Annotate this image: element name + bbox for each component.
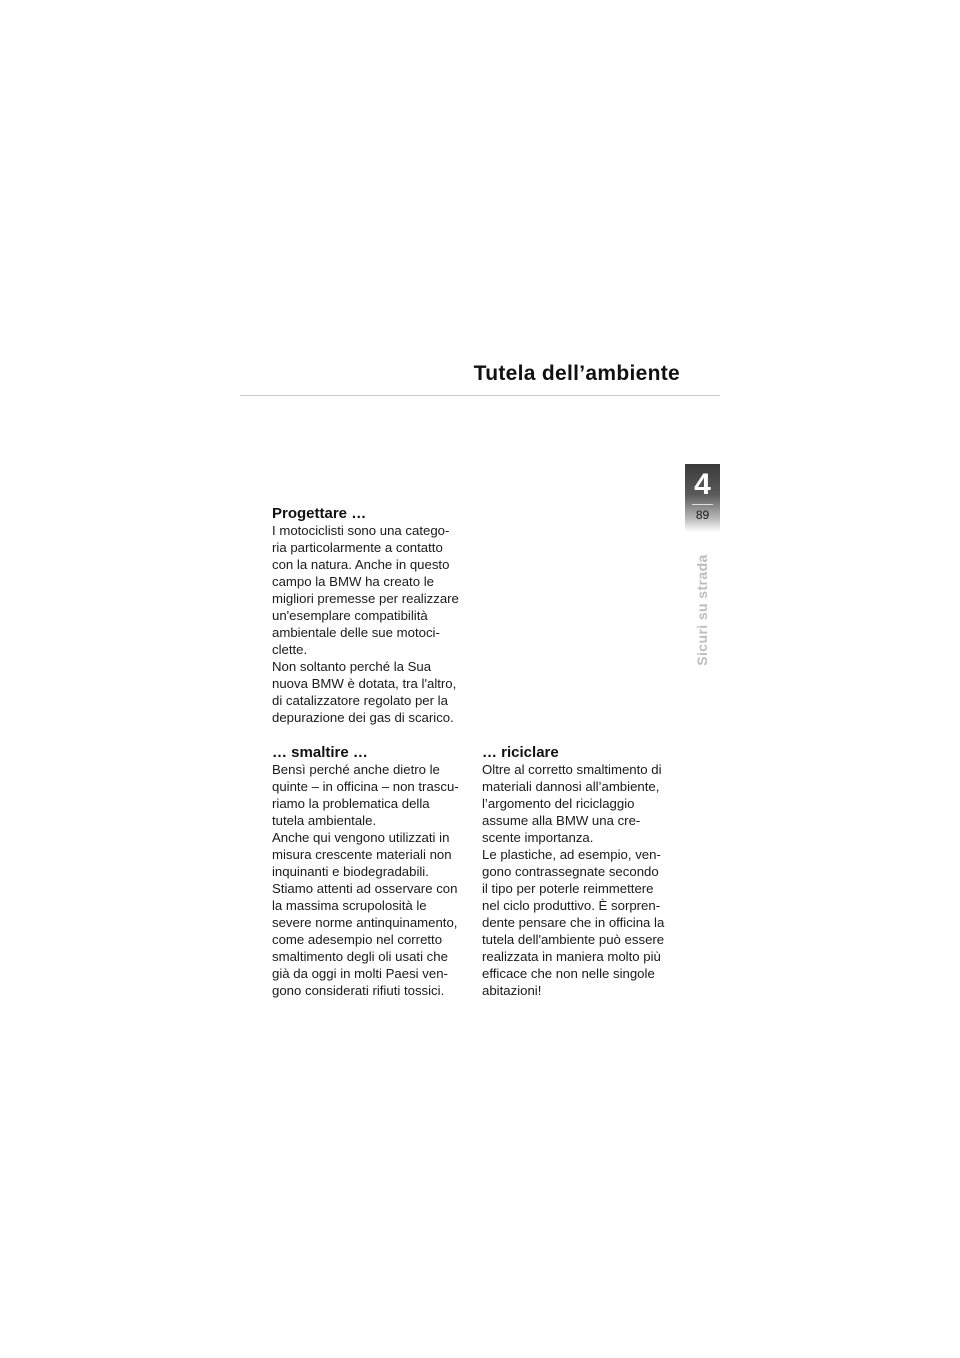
body-line: scente importanza. — [482, 830, 594, 845]
body-line: realizzata in maniera molto più — [482, 949, 661, 964]
body-line: clette. — [272, 642, 308, 657]
body-line: misura crescente materiali non — [272, 847, 452, 862]
body-line: il tipo per poterle reimmettere — [482, 881, 654, 896]
body-line: nel ciclo produttivo. È sorpren- — [482, 898, 661, 913]
body-line: l’argomento del riciclaggio — [482, 796, 635, 811]
chapter-tab — [685, 464, 720, 532]
section-smaltire — [272, 744, 478, 999]
body-line: Oltre al corretto smaltimento di — [482, 762, 662, 777]
body-line: ambientale delle sue motoci- — [272, 625, 440, 640]
body-line: Le plastiche, ad esempio, ven- — [482, 847, 661, 862]
body-line: Bensì perché anche dietro le — [272, 762, 440, 777]
body-line: di catalizzatore regolato per la — [272, 693, 448, 708]
body-line: efficace che non nelle singole — [482, 966, 655, 981]
body-line: assume alla BMW una cre- — [482, 813, 641, 828]
body-line: migliori premesse per realizzare — [272, 591, 459, 606]
body-line: campo la BMW ha creato le — [272, 574, 434, 589]
section-riciclare — [482, 744, 692, 999]
section-side-text: Sicuri su strada — [694, 554, 710, 666]
body-line: Non soltanto perché la Sua — [272, 659, 432, 674]
body-line: già da oggi in molti Paesi ven- — [272, 966, 448, 981]
body-line: quinte – in officina – non trascu- — [272, 779, 459, 794]
section-body — [272, 522, 478, 726]
body-line: un'esemplare compatibilità — [272, 608, 428, 623]
page-title: Tutela dell’ambiente — [473, 362, 680, 385]
body-line: depurazione dei gas di scarico. — [272, 710, 454, 725]
body-line: inquinanti e biodegradabili. — [272, 864, 429, 879]
body-line: come adesempio nel corretto — [272, 932, 443, 947]
page-number: 89 — [695, 508, 710, 522]
body-line: nuova BMW è dotata, tra l'altro, — [272, 676, 457, 691]
body-line: dente pensare che in officina la — [482, 915, 665, 930]
section-heading: … riciclare — [482, 744, 559, 761]
body-line: materiali dannosi all’ambiente, — [482, 779, 660, 794]
body-line: smaltimento degli oli usati che — [272, 949, 448, 964]
body-line: tutela dell'ambiente può essere — [482, 932, 665, 947]
body-line: I motociclisti sono una catego- — [272, 523, 450, 538]
body-line: Anche qui vengono utilizzati in — [272, 830, 450, 845]
section-body — [272, 761, 478, 999]
section-body — [482, 761, 692, 999]
chapter-number: 4 — [694, 468, 711, 501]
body-line: severe norme antinquinamento, — [272, 915, 458, 930]
body-line: abitazioni! — [482, 983, 542, 998]
chapter-divider — [692, 504, 713, 505]
body-line: con la natura. Anche in questo — [272, 557, 450, 572]
body-line: riamo la problematica della — [272, 796, 430, 811]
body-line: ria particolarmente a contatto — [272, 540, 443, 555]
header-rule — [240, 395, 720, 396]
body-line: Stiamo attenti ad osservare con — [272, 881, 458, 896]
section-heading: … smaltire … — [272, 744, 368, 761]
section-heading: Progettare … — [272, 505, 367, 522]
section-progettare — [272, 505, 478, 726]
body-line: gono contrassegnate secondo — [482, 864, 659, 879]
body-line: tutela ambientale. — [272, 813, 377, 828]
body-line: gono considerati rifiuti tossici. — [272, 983, 445, 998]
body-line: la massima scrupolosità le — [272, 898, 427, 913]
